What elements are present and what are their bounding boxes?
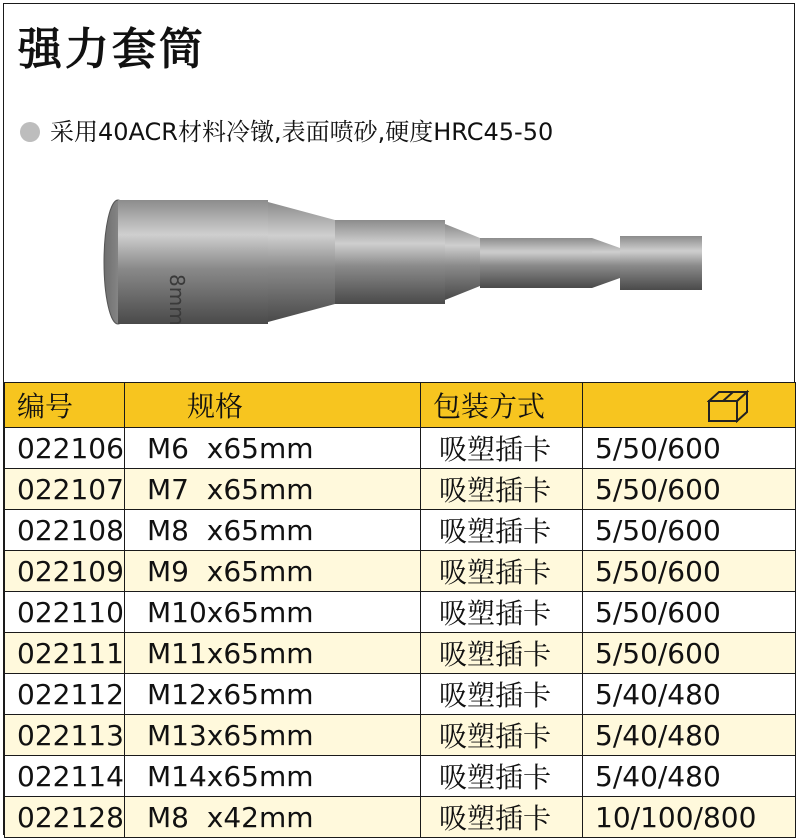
table-row — [5, 469, 796, 510]
socket-bit-image — [100, 190, 710, 330]
quantity-cell: 5/50/600 — [583, 428, 796, 469]
page-title: 强力套筒 — [18, 24, 206, 75]
code-cell: 022106 — [5, 428, 125, 469]
code-cell: 022108 — [5, 510, 125, 551]
quantity-cell: 5/40/480 — [583, 715, 796, 756]
spec-cell: M11x65mm — [125, 633, 421, 674]
code-cell: 022128 — [5, 797, 125, 838]
header-carton — [583, 383, 796, 428]
quantity-cell: 5/50/600 — [583, 510, 796, 551]
code-cell: 022112 — [5, 674, 125, 715]
code-cell: 022114 — [5, 756, 125, 797]
spec-cell: M10x65mm — [125, 592, 421, 633]
code-cell: 022110 — [5, 592, 125, 633]
carton-box-icon — [707, 389, 749, 423]
packing-cell: 吸塑插卡 — [421, 510, 583, 551]
spec-cell: M14x65mm — [125, 756, 421, 797]
spec-table — [4, 382, 796, 838]
table-row — [5, 633, 796, 674]
quantity-cell: 10/100/800 — [583, 797, 796, 838]
spec-cell: M8 x42mm — [125, 797, 421, 838]
packing-cell: 吸塑插卡 — [421, 592, 583, 633]
code-cell: 022113 — [5, 715, 125, 756]
table-row — [5, 592, 796, 633]
spec-cell: M9 x65mm — [125, 551, 421, 592]
packing-cell: 吸塑插卡 — [421, 715, 583, 756]
header-packing: 包装方式 — [421, 383, 583, 428]
code-cell: 022107 — [5, 469, 125, 510]
quantity-cell: 5/40/480 — [583, 674, 796, 715]
code-cell: 022109 — [5, 551, 125, 592]
spec-cell: M6 x65mm — [125, 428, 421, 469]
product-description: 采用40ACR材料冷镦,表面喷砂,硬度HRC45-50 — [50, 118, 554, 146]
size-engraving — [165, 274, 189, 326]
quantity-cell: 5/50/600 — [583, 592, 796, 633]
packing-cell: 吸塑插卡 — [421, 633, 583, 674]
table-header-row — [5, 383, 796, 428]
packing-cell: 吸塑插卡 — [421, 674, 583, 715]
quantity-cell: 5/50/600 — [583, 633, 796, 674]
spec-cell: M8 x65mm — [125, 510, 421, 551]
table-row — [5, 428, 796, 469]
packing-cell: 吸塑插卡 — [421, 756, 583, 797]
packing-cell: 吸塑插卡 — [421, 469, 583, 510]
code-cell: 022111 — [5, 633, 125, 674]
svg-text:8mm: 8mm — [165, 274, 189, 326]
header-spec: 规格 — [125, 383, 421, 428]
quantity-cell: 5/40/480 — [583, 756, 796, 797]
table-row — [5, 797, 796, 838]
spec-cell: M12x65mm — [125, 674, 421, 715]
packing-cell: 吸塑插卡 — [421, 551, 583, 592]
bullet-dot-icon — [20, 122, 40, 142]
table-row — [5, 756, 796, 797]
table-row — [5, 715, 796, 756]
table-row — [5, 510, 796, 551]
packing-cell: 吸塑插卡 — [421, 797, 583, 838]
table-row — [5, 674, 796, 715]
quantity-cell: 5/50/600 — [583, 551, 796, 592]
spec-cell: M13x65mm — [125, 715, 421, 756]
header-code: 编号 — [5, 383, 125, 428]
table-row — [5, 551, 796, 592]
packing-cell: 吸塑插卡 — [421, 428, 583, 469]
quantity-cell: 5/50/600 — [583, 469, 796, 510]
spec-cell: M7 x65mm — [125, 469, 421, 510]
